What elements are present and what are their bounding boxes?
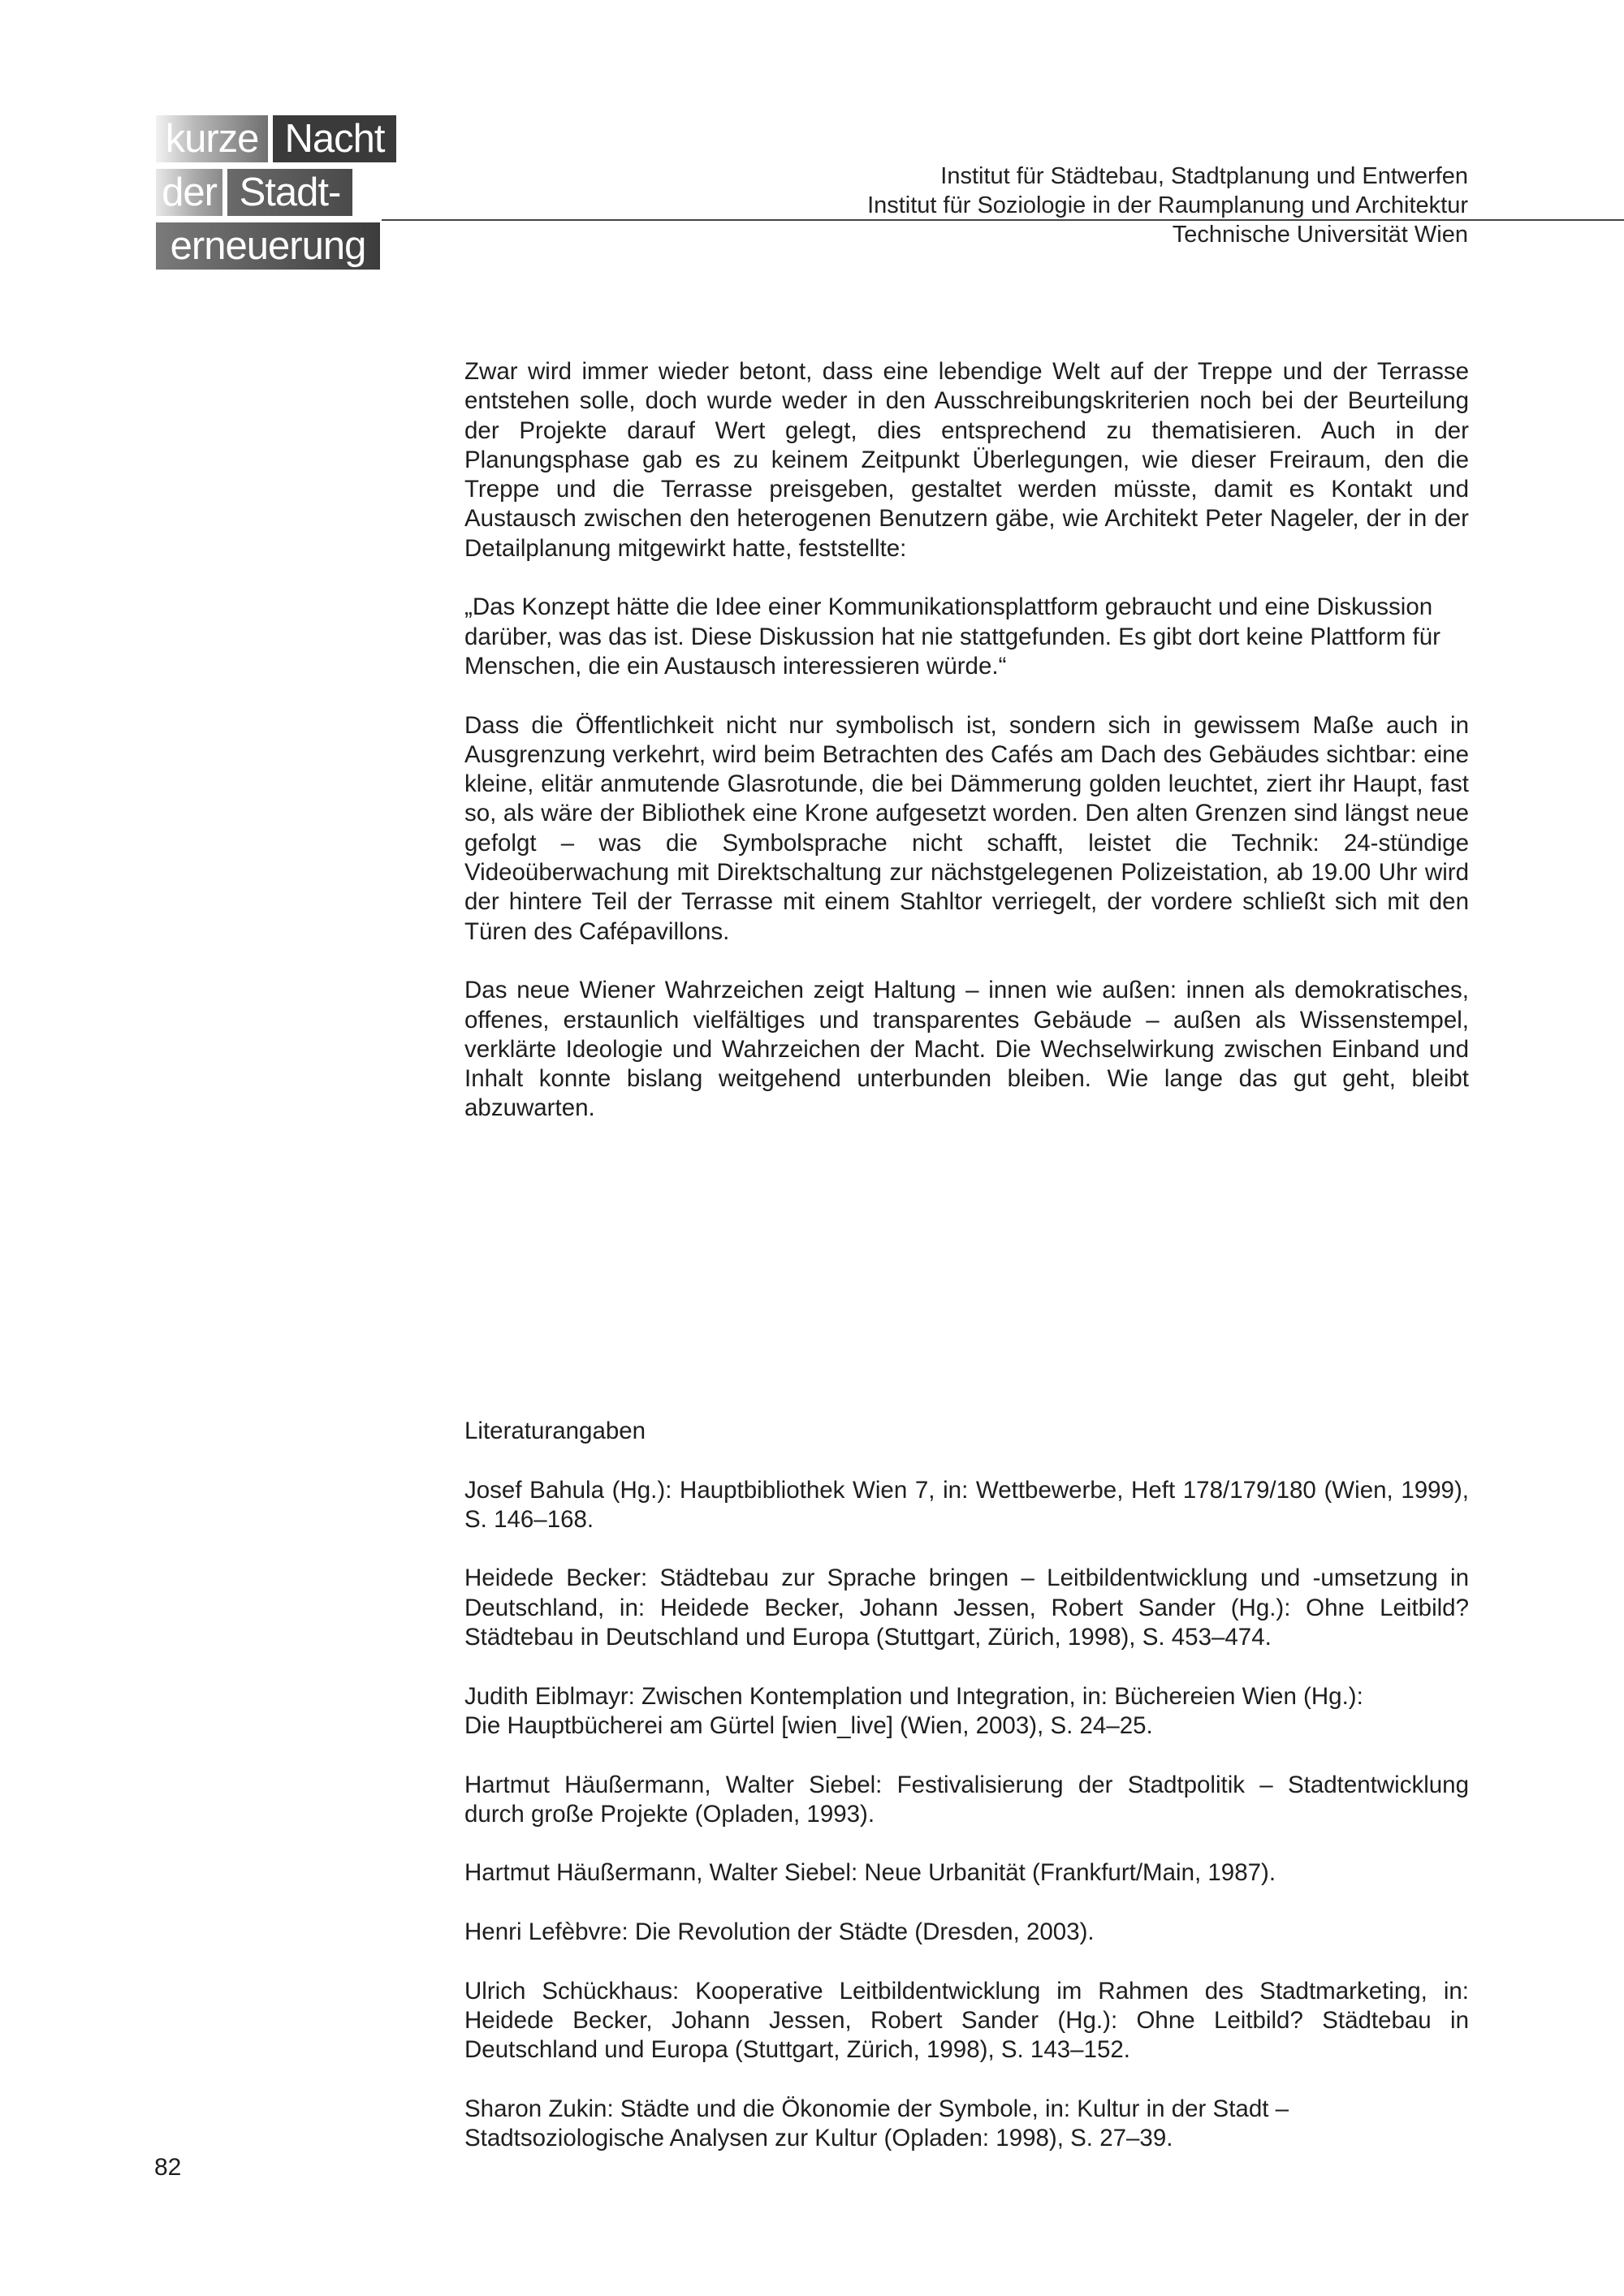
literature-entry: Ulrich Schückhaus: Kooperative Leitbildentwicklung im Rahmen des Stadtmarketing, in: Heidede Becker, Johann Jessen, Robert Sander (Hg.): Ohne Leitbild? Städtebau in Deutschland und Europa (Stuttgart, Zürich, 1998), S. 143–152. [464,1977,1469,2064]
literature-entry: Stadtsoziologische Analysen zur Kultur (Opladen: 1998), S. 27–39. [464,2125,1173,2152]
header-line-2: Institut für Soziologie in der Raumplanung und Architektur [867,192,1468,218]
literature-heading: Literaturangaben [464,1418,646,1444]
logo-row-3 [156,222,380,270]
logo-row-1 [156,115,396,162]
literature-entry: Die Hauptbücherei am Gürtel [wien_live] (Wien, 2003), S. 24–25. [464,1711,1153,1739]
logo-row-2 [156,169,352,216]
paragraph: Das neue Wiener Wahrzeichen zeigt Haltung – innen wie außen: innen als demokratisches, offenes, erstaunlich vielfältiges und transparentes Gebäude – außen als Wissenstempel, verklärte Ideologie und Wahrzeichen der Macht. Die Wechselwirkung zwischen Einband und Inhalt konnte bislang weitgehend unterbunden bleiben. Wie lange das gut geht, bleibt abzuwarten. [464,977,1469,1122]
logo-word-der: der [156,169,222,216]
literature-entry: Heidede Becker: Städtebau zur Sprache bringen – Leitbildentwicklung und -umsetzung in Deutschland, in: Heidede Becker, Johann Jessen, Robert Sander (Hg.): Ohne Leitbild? Städtebau in Deutschland und Europa (Stuttgart, Zürich, 1998), S. 453–474. [464,1564,1469,1651]
literature-entry: Henri Lefèbvre: Die Revolution der Städte (Dresden, 2003). [464,1918,1095,1946]
literature-entry: Hartmut Häußermann, Walter Siebel: Festivalisierung der Stadtpolitik – Stadtentwicklung durch große Projekte (Opladen, 1993). [464,1771,1469,1828]
header-line-3: Technische Universität Wien [1172,222,1468,248]
header-divider [382,219,1624,221]
body-text [464,357,1469,1153]
institution-header [867,162,1468,249]
logo-word-erneuerung: erneuerung [156,222,380,270]
logo-word-stadt: Stadt- [227,169,352,216]
paragraph: Dass die Öffentlichkeit nicht nur symbolisch ist, sondern sich in gewissem Maße auch in Ausgrenzung verkehrt, wird beim Betrachten des Cafés am Dach des Gebäudes sichtbar: eine kleine, elitär anmutende Glasrotunde, die bei Dämmerung golden leuchtet, ziert ihr Haupt, fast so, als wäre der Bibliothek eine Krone aufgesetzt worden. Den alten Grenzen sind längst neue gefolgt – was die Symbolsprache nicht schafft, leistet die Technik: 24-stündige Videoüberwachung mit Direktschaltung zur nächstgelegenen Polizeistation, ab 19.00 Uhr wird der hintere Teil der Terrasse mit einem Stahltor verriegelt, der vordere schließt sich mit den Türen des Cafépavillons. [464,711,1469,945]
literature-entry: Judith Eiblmayr: Zwischen Kontemplation und Integration, in: Büchereien Wien (Hg.): [464,1682,1363,1710]
logo-word-nacht: Nacht [273,115,396,162]
header-line-1: Institut für Städtebau, Stadtplanung und Entwerfen [940,163,1468,189]
paragraph: Zwar wird immer wieder betont, dass eine lebendige Welt auf der Treppe und der Terrasse entstehen solle, doch wurde weder in den Ausschreibungskriterien noch bei der Beurteilung der Projekte darauf Wert gelegt, dies entsprechend zu thematisieren. Auch in der Planungsphase gab es zu keinem Zeitpunkt Überlegungen, wie dieser Freiraum, den die Treppe und die Terrasse preisgeben, gestaltet werden müsste, damit es Kontakt und Austausch zwischen den heterogenen Benutzern gäbe, wie Architekt Peter Nageler, der in der Detailplanung mitgewirkt hatte, feststellte: [464,358,1469,562]
literature-entry: Hartmut Häußermann, Walter Siebel: Neue Urbanität (Frankfurt/Main, 1987). [464,1859,1276,1887]
literature-section [464,1417,1469,2183]
page-number: 82 [154,2154,182,2181]
logo-word-kurze: kurze [156,115,268,162]
quote-paragraph: „Das Konzept hätte die Idee einer Kommunikationsplattform gebraucht und eine Diskussion darüber, was das ist. Diese Diskussion hat nie stattgefunden. Es gibt dort keine Plattform für Menschen, die ein Austausch interessieren würde.“ [464,593,1440,680]
literature-entry: Sharon Zukin: Städte und die Ökonomie der Symbole, in: Kultur in der Stadt – [464,2095,1289,2122]
literature-entry: Josef Bahula (Hg.): Hauptbibliothek Wien 7, in: Wettbewerbe, Heft 178/179/180 (Wien, 1999), S. 146–168. [464,1476,1469,1533]
